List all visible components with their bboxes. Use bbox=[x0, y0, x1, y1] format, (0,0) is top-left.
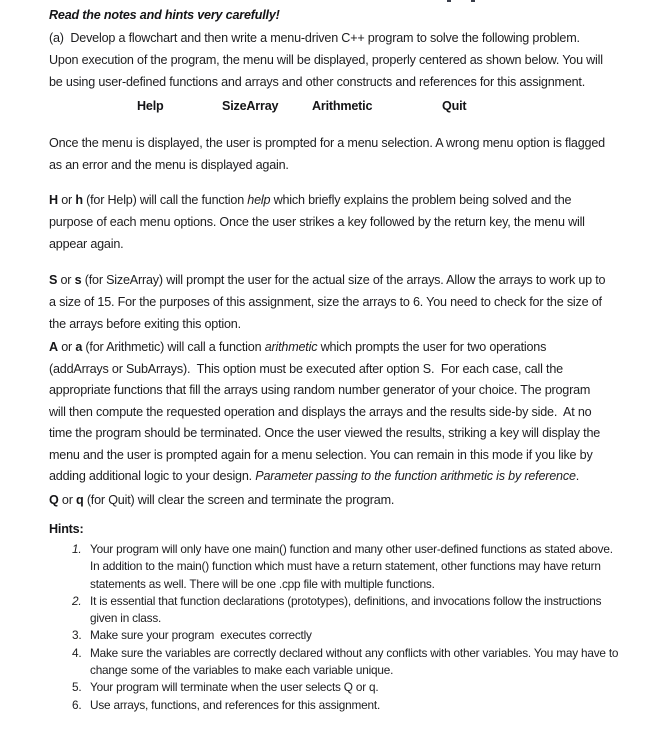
text-run: Make sure the variables are correctly declared without any conflicts with other variables. You may have to bbox=[90, 645, 619, 660]
text-line bbox=[90, 558, 619, 575]
text-run: Q bbox=[49, 493, 59, 507]
text-line bbox=[49, 211, 619, 233]
hint-number: 5. bbox=[72, 680, 82, 695]
hint-text bbox=[90, 541, 619, 593]
text-run: s bbox=[74, 273, 82, 287]
menu-item-sizearray: SizeArray bbox=[222, 99, 279, 113]
text-line bbox=[49, 27, 619, 49]
text-run: or bbox=[58, 493, 77, 507]
text-line bbox=[90, 679, 619, 696]
hint-item-1 bbox=[49, 541, 619, 593]
page-edge-artifact bbox=[447, 0, 451, 2]
text-line bbox=[90, 610, 619, 627]
text-line bbox=[49, 4, 619, 26]
text-line bbox=[49, 337, 619, 359]
text-line bbox=[49, 189, 619, 211]
text-run: (for Quit) will clear the screen and terminate the program. bbox=[83, 493, 395, 507]
hint-number: 4. bbox=[72, 645, 82, 660]
hint-item-5 bbox=[49, 679, 619, 696]
menu-item-quit: Quit bbox=[442, 99, 467, 113]
text-line bbox=[90, 697, 619, 714]
hints-list bbox=[49, 541, 619, 714]
hint-item-4 bbox=[49, 645, 619, 680]
text-run: Parameter passing to the function arithmetic is by reference bbox=[255, 469, 576, 483]
text-run: adding additional logic to your design. bbox=[49, 469, 256, 483]
menu-item-help: Help bbox=[137, 99, 164, 113]
text-line bbox=[49, 402, 619, 424]
hint-number: 2. bbox=[72, 593, 82, 608]
text-run: which prompts the user for two operations bbox=[317, 340, 547, 354]
text-run: (for Help) will call the function bbox=[82, 193, 248, 207]
text-run: A bbox=[49, 340, 58, 354]
text-line bbox=[49, 49, 619, 71]
text-line bbox=[49, 233, 619, 255]
text-run: or bbox=[57, 193, 76, 207]
text-line bbox=[49, 489, 619, 511]
text-line bbox=[49, 313, 619, 335]
intro-heading bbox=[49, 4, 619, 26]
text-run: Upon execution of the program, the menu will be displayed, properly centered as shown below. You will bbox=[49, 53, 603, 67]
text-line bbox=[90, 541, 619, 558]
paragraph-problem-statement bbox=[49, 27, 619, 93]
text-line bbox=[49, 269, 619, 291]
text-run: change some of the variables to make each variable unique. bbox=[90, 663, 394, 678]
text-run: menu and the user is prompted again for a menu selection. You can remain in this mode if you like by bbox=[49, 447, 593, 462]
hint-item-2 bbox=[49, 593, 619, 628]
menu-bar bbox=[49, 95, 619, 117]
text-run: purpose of each menu options. Once the user strikes a key followed by the return key, the menu will bbox=[49, 215, 585, 229]
hint-number: 3. bbox=[72, 628, 82, 643]
text-run: appropriate functions that fill the arrays using random number generator of your choice. The program bbox=[49, 383, 591, 397]
text-run: statements as well. There will be one .cpp file with multiple functions. bbox=[90, 576, 435, 591]
text-run: appear again. bbox=[49, 237, 124, 251]
page-edge-artifact bbox=[471, 0, 475, 2]
hint-text bbox=[90, 679, 619, 696]
hint-text bbox=[90, 697, 619, 714]
text-line bbox=[90, 627, 619, 644]
text-line bbox=[49, 71, 619, 93]
text-line bbox=[49, 445, 619, 467]
hints-heading: Hints: bbox=[49, 522, 84, 536]
text-run: q bbox=[76, 493, 84, 507]
hint-item-6 bbox=[49, 697, 619, 714]
text-run: be using user-defined functions and arrays and other constructs and references for this assignment. bbox=[49, 75, 586, 89]
text-run: H bbox=[49, 193, 58, 207]
text-run: the arrays before exiting this option. bbox=[49, 317, 241, 331]
text-line bbox=[49, 132, 619, 154]
text-run: given in class. bbox=[90, 611, 162, 626]
text-run: h bbox=[75, 193, 83, 207]
paragraph-help-option bbox=[49, 189, 619, 255]
text-run: which briefly explains the problem being solved and the bbox=[270, 193, 572, 207]
text-run: or bbox=[57, 340, 76, 354]
text-line bbox=[49, 154, 619, 176]
text-run: Read the notes and hints very carefully! bbox=[49, 8, 280, 22]
text-run: Your program will only have one main() function and many other user-defined functions as stated above. bbox=[90, 542, 613, 556]
text-run: Make sure your program executes correctly bbox=[90, 628, 312, 643]
hint-number: 1. bbox=[72, 542, 82, 556]
text-line bbox=[90, 593, 619, 610]
text-run: will then compute the requested operation and displays the arrays and the results side-by side. At no bbox=[49, 404, 592, 419]
menu-item-arithmetic: Arithmetic bbox=[312, 99, 373, 113]
paragraph-arithmetic-option bbox=[49, 337, 619, 488]
text-line bbox=[49, 359, 619, 381]
text-run: (for Arithmetic) will call a function bbox=[82, 340, 265, 354]
text-run: help bbox=[247, 193, 271, 207]
text-run: Your program will terminate when the user selects Q or q. bbox=[90, 680, 379, 695]
text-run: (for SizeArray) will prompt the user for the actual size of the arrays. Allow the arrays to work up to bbox=[81, 273, 606, 287]
text-line bbox=[49, 423, 619, 445]
text-run: (a) Develop a flowchart and then write a menu-driven C++ program to solve the following problem. bbox=[49, 31, 580, 45]
hint-text bbox=[90, 627, 619, 644]
text-run: time the program should be terminated. Once the user viewed the results, striking a key will display the bbox=[49, 426, 601, 440]
hint-item-3 bbox=[49, 627, 619, 644]
paragraph-menu-selection bbox=[49, 132, 619, 176]
text-line bbox=[90, 576, 619, 593]
text-line bbox=[90, 662, 619, 679]
hint-number: 6. bbox=[72, 697, 82, 712]
text-run: a bbox=[75, 340, 83, 354]
hint-text bbox=[90, 645, 619, 680]
text-run: arithmetic bbox=[264, 340, 318, 354]
text-run: Use arrays, functions, and references for this assignment. bbox=[90, 697, 381, 712]
text-run: or bbox=[57, 273, 75, 287]
text-run: (addArrays or SubArrays). This option must be executed after option S. For each case, call the bbox=[49, 361, 563, 376]
paragraph-quit-option bbox=[49, 489, 619, 511]
text-run: It is essential that function declarations (prototypes), definitions, and invocations follow the instructions bbox=[90, 593, 602, 608]
text-run: S bbox=[49, 273, 58, 287]
hint-text bbox=[90, 593, 619, 628]
paragraph-sizearray-option bbox=[49, 269, 619, 335]
text-run: a size of 15. For the purposes of this assignment, size the arrays to 6. You need to check for the size of bbox=[49, 295, 602, 309]
text-line bbox=[49, 466, 619, 488]
text-run: as an error and the menu is displayed again. bbox=[49, 158, 289, 172]
text-run: . bbox=[575, 469, 580, 483]
text-line bbox=[49, 291, 619, 313]
text-run: Once the menu is displayed, the user is prompted for a menu selection. A wrong menu option is flagged bbox=[49, 136, 605, 150]
text-run: In addition to the main() function which must have a return statement, other functions may have return bbox=[90, 559, 601, 574]
text-line bbox=[49, 380, 619, 402]
text-line bbox=[90, 645, 619, 662]
